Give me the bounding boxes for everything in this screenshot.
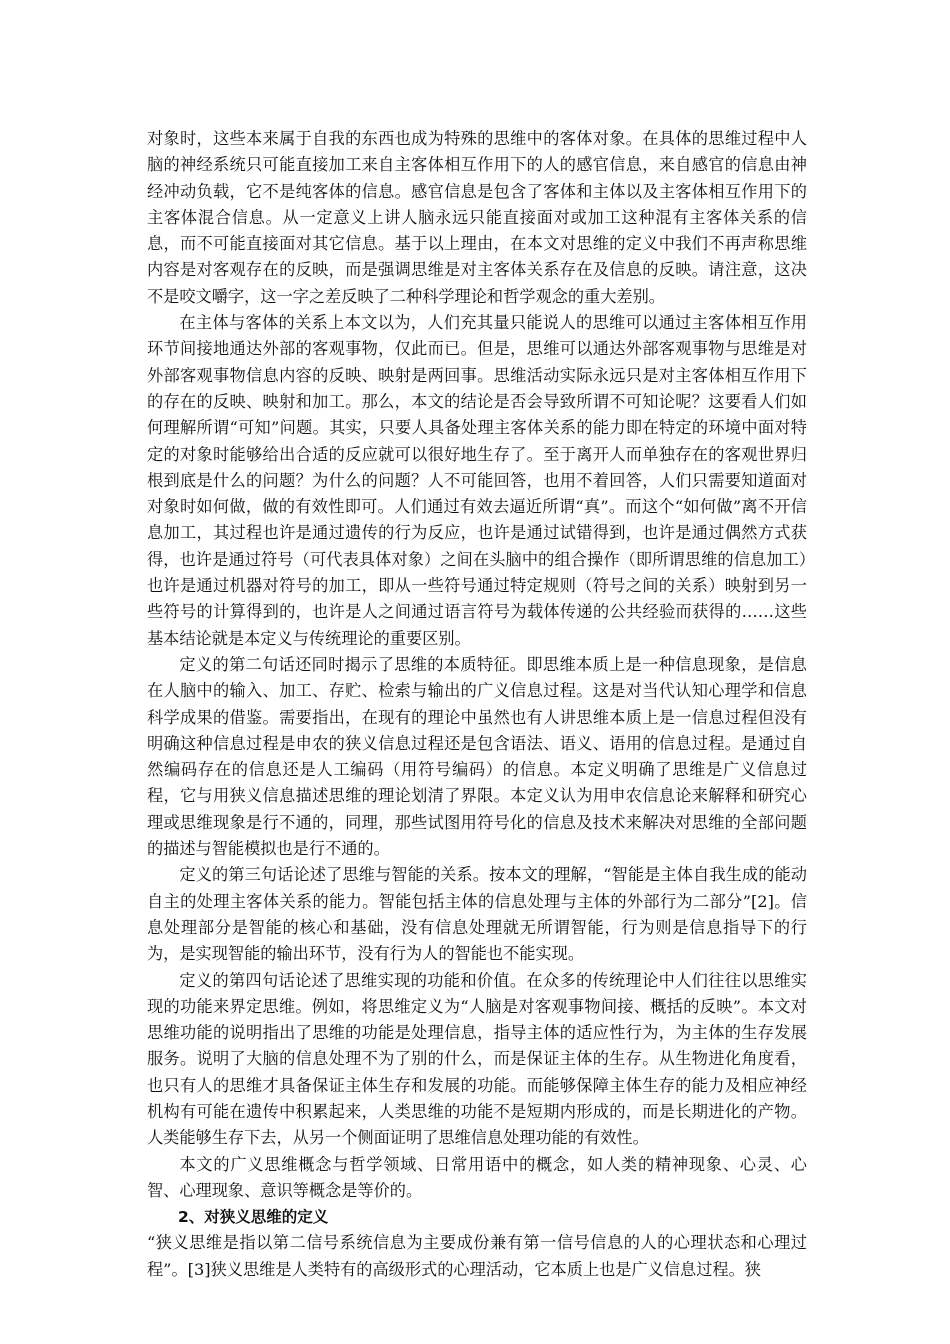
paragraph-second-sentence: 定义的第二句话还同时揭示了思维的本质特征。即思维本质上是一种信息现象，是信息在人脑中的输入、加工、存贮、检索与输出的广义信息过程。这是对当代认知心理学和信息科学成果的借鉴。需要指出，在现有的理论中虽然也有人讲思维本质上是一信息过程但没有明确这种信息过程是申农的狭义信息过程还是包含语法、语义、语用的信息过程。是通过自然编码存在的信息还是人工编码（用符号编码）的信息。本定义明确了思维是广义信息过程，它与用狭义信息描述思维的理论划清了界限。本定义认为用申农信息论来解释和研究心理或思维现象是行不通的，同理，那些试图用符号化的信息及技术来解决对思维的全部问题的描述与智能模拟也是行不通的。 <box>147 654 807 859</box>
paragraph-fourth-sentence: 定义的第四句话论述了思维实现的功能和价值。在众多的传统理论中人们往往以思维实现的功能来界定思维。例如，将思维定义为“人脑是对客观事物间接、概括的反映”。本文对思维功能的说明指出了思维的功能是处理信息，指导主体的适应性行为，为主体的生存发展服务。说明了大脑的信息处理不为了别的什么，而是保证主体的生存。从生物进化角度看，也只有人的思维才具备保证主体生存和发展的功能。而能够保障主体生存的能力及相应神经机构有可能在遗传中积累起来，人类思维的功能不是短期内形成的，而是长期进化的产物。人类能够生存下去，从另一个侧面证明了思维信息处理功能的有效性。 <box>147 970 807 1148</box>
paragraph-generalized-concept: 本文的广义思维概念与哲学领域、日常用语中的概念，如人类的精神现象、心灵、心智、心理现象、意识等概念是等价的。 <box>147 1154 807 1200</box>
paragraph-third-sentence: 定义的第三句话论述了思维与智能的关系。按本文的理解，“智能是主体自我生成的能动自主的处理主客体关系的能力。智能包括主体的信息处理与主体的外部行为二部分”[2]。信息处理部分是智能的核心和基础，没有信息处理就无所谓智能，行为则是信息指导下的行为，是实现智能的输出环节，没有行为人的智能也不能实现。 <box>147 865 807 964</box>
paragraph-narrow-definition: “狭义思维是指以第二信号系统信息为主要成份兼有第一信号信息的人的心理状态和心理过程”。[3]狭义思维是人类特有的高级形式的心理活动，它本质上也是广义信息过程。狭 <box>147 1233 807 1279</box>
paragraph-subject-object: 在主体与客体的关系上本文以为，人们充其量只能说人的思维可以通过主客体相互作用环节间接地通达外部的客观事物，仅此而已。但是，思维可以通达外部客观事物与思维是对外部客观事物信息内容的反映、映射是两回事。思维活动实际永远只是对主客体相互作用下的存在的反映、映射和加工。那么，本文的结论是否会导致所谓不可知论呢？这要看人们如何理解所谓“可知”问题。其实，只要人具备处理主客体关系的能力即在特定的环境中面对特定的对象时能够给出合适的反应就可以很好地生存了。至于离开人而单独存在的客观世界归根到底是什么的问题？为什么的问题？人不可能回答，也用不着回答，人们只需要知道面对对象时如何做，做的有效性即可。人们通过有效去逼近所谓“真”。而这个“如何做”离不开信息加工，其过程也许是通过遗传的行为反应，也许是通过试错得到，也许是通过偶然方式获得，也许是通过符号（可代表具体对象）之间在头脑中的组合操作（即所谓思维的信息加工）也许是通过机器对符号的加工，即从一些符号通过特定规则（符号之间的关系）映射到另一些符号的计算得到的，也许是人之间通过语言符号为载体传递的公共经验而获得的……这些基本结论就是本定义与传统理论的重要区别。 <box>147 313 807 648</box>
paragraph-continuation: 对象时，这些本来属于自我的东西也成为特殊的思维中的客体对象。在具体的思维过程中人脑的神经系统只可能直接加工来自主客体相互作用下的人的感官信息，来自感官的信息由神经冲动负载，它不是纯客体的信息。感官信息是包含了客体和主体以及主客体相互作用下的主客体混合信息。从一定意义上讲人脑永远只能直接面对或加工这种混有主客体关系的信息，而不可能直接面对其它信息。基于以上理由，在本文对思维的定义中我们不再声称思维内容是对客观存在的反映，而是强调思维是对主客体关系存在及信息的反映。请注意，这决不是咬文嚼字，这一字之差反映了二种科学理论和哲学观念的重大差别。 <box>147 129 807 306</box>
document-body <box>147 126 807 1283</box>
section-heading: 2、对狭义思维的定义 <box>178 1208 329 1227</box>
